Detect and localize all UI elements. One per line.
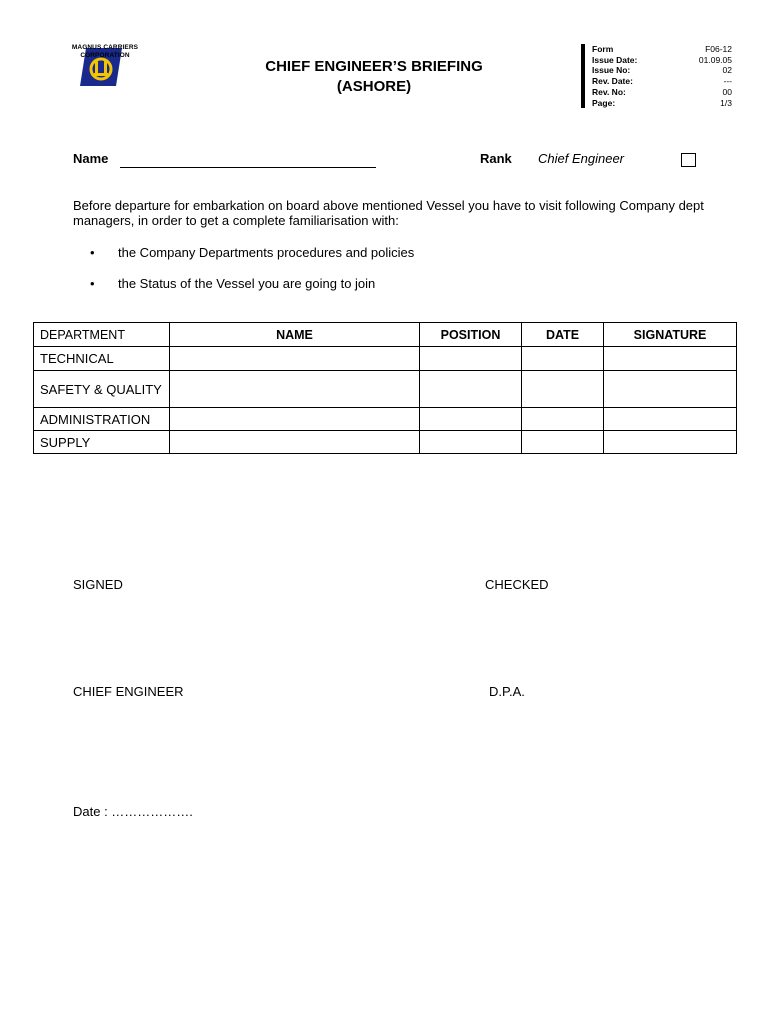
rank-value: Chief Engineer bbox=[538, 151, 624, 166]
form-info-row bbox=[592, 44, 732, 55]
name-cell[interactable] bbox=[170, 408, 420, 431]
intro-paragraph: Before departure for embarkation on board above mentioned Vessel you have to visit following Company dept managers, in order to get a complete familiarisation with: bbox=[73, 198, 704, 228]
name-cell[interactable] bbox=[170, 431, 420, 454]
title-line2: (ASHORE) bbox=[336, 78, 412, 95]
department-table bbox=[33, 322, 737, 454]
name-label: Name bbox=[73, 151, 109, 166]
form-info-label: Rev. No: bbox=[592, 86, 626, 97]
table-row bbox=[34, 371, 737, 408]
header-date: DATE bbox=[522, 323, 604, 347]
signature-cell[interactable] bbox=[604, 371, 737, 408]
form-info-value: 02 bbox=[722, 65, 732, 76]
table-row bbox=[34, 347, 737, 371]
dpa-label: D.P.A. bbox=[489, 684, 525, 699]
department-cell: SUPPLY bbox=[34, 431, 170, 454]
chief-engineer-label: CHIEF ENGINEER bbox=[73, 684, 184, 699]
position-cell[interactable] bbox=[420, 431, 522, 454]
checked-label: CHECKED bbox=[485, 577, 549, 592]
form-info-row bbox=[592, 55, 732, 66]
bullet-item bbox=[90, 245, 414, 260]
bullet-text: the Status of the Vessel you are going to join bbox=[118, 276, 376, 291]
header-name: NAME bbox=[170, 323, 420, 347]
form-info-row bbox=[592, 98, 732, 109]
signed-label: SIGNED bbox=[73, 577, 123, 592]
position-cell[interactable] bbox=[420, 347, 522, 371]
title-line1: CHIEF ENGINEER’S BRIEFING bbox=[265, 58, 483, 75]
table-header-row bbox=[34, 323, 737, 347]
name-cell[interactable] bbox=[170, 347, 420, 371]
form-info-label: Issue No: bbox=[592, 65, 631, 76]
bullet-text: the Company Departments procedures and policies bbox=[118, 245, 415, 260]
date-cell[interactable] bbox=[522, 347, 604, 371]
header-signature: SIGNATURE bbox=[604, 323, 737, 347]
form-info-value: --- bbox=[723, 76, 732, 87]
company-name-line1: MAGNUS CARRIERS bbox=[71, 44, 139, 51]
form-info-value: 1/3 bbox=[720, 97, 732, 108]
form-info-label: Issue Date: bbox=[592, 54, 638, 65]
department-cell: ADMINISTRATION bbox=[34, 408, 170, 431]
name-field[interactable] bbox=[120, 167, 376, 168]
form-info-label: Page: bbox=[592, 97, 616, 108]
header-position: POSITION bbox=[420, 323, 522, 347]
department-cell: SAFETY & QUALITY bbox=[34, 371, 170, 408]
form-info-label: Form bbox=[592, 44, 614, 54]
rank-checkbox[interactable] bbox=[681, 153, 696, 167]
company-name-line2: CORPORATION bbox=[80, 51, 130, 59]
date-field[interactable]: Date : ………………. bbox=[73, 804, 193, 819]
table-row bbox=[34, 408, 737, 431]
form-info-label: Rev. Date: bbox=[592, 76, 633, 87]
signature-cell[interactable] bbox=[604, 431, 737, 454]
department-cell: TECHNICAL bbox=[34, 347, 170, 371]
document-title bbox=[224, 57, 524, 97]
date-cell[interactable] bbox=[522, 371, 604, 408]
company-name bbox=[64, 44, 146, 59]
table-row bbox=[34, 431, 737, 454]
date-cell[interactable] bbox=[522, 431, 604, 454]
signature-cell[interactable] bbox=[604, 408, 737, 431]
form-info-value: 00 bbox=[722, 86, 732, 97]
position-cell[interactable] bbox=[420, 371, 522, 408]
bullet-item bbox=[90, 276, 375, 291]
signature-cell[interactable] bbox=[604, 347, 737, 371]
header-department: DEPARTMENT bbox=[34, 323, 170, 347]
form-info-value: F06-12 bbox=[705, 44, 732, 54]
form-info-box bbox=[581, 44, 732, 108]
date-cell[interactable] bbox=[522, 408, 604, 431]
name-cell[interactable] bbox=[170, 371, 420, 408]
rank-label: Rank bbox=[480, 151, 512, 166]
bullet-dot-icon: • bbox=[90, 276, 95, 291]
bullet-dot-icon: • bbox=[90, 245, 95, 260]
form-info-row bbox=[592, 87, 732, 98]
form-info-value: 01.09.05 bbox=[698, 54, 732, 65]
form-info-row bbox=[592, 76, 732, 87]
form-info-row bbox=[592, 65, 732, 76]
position-cell[interactable] bbox=[420, 408, 522, 431]
